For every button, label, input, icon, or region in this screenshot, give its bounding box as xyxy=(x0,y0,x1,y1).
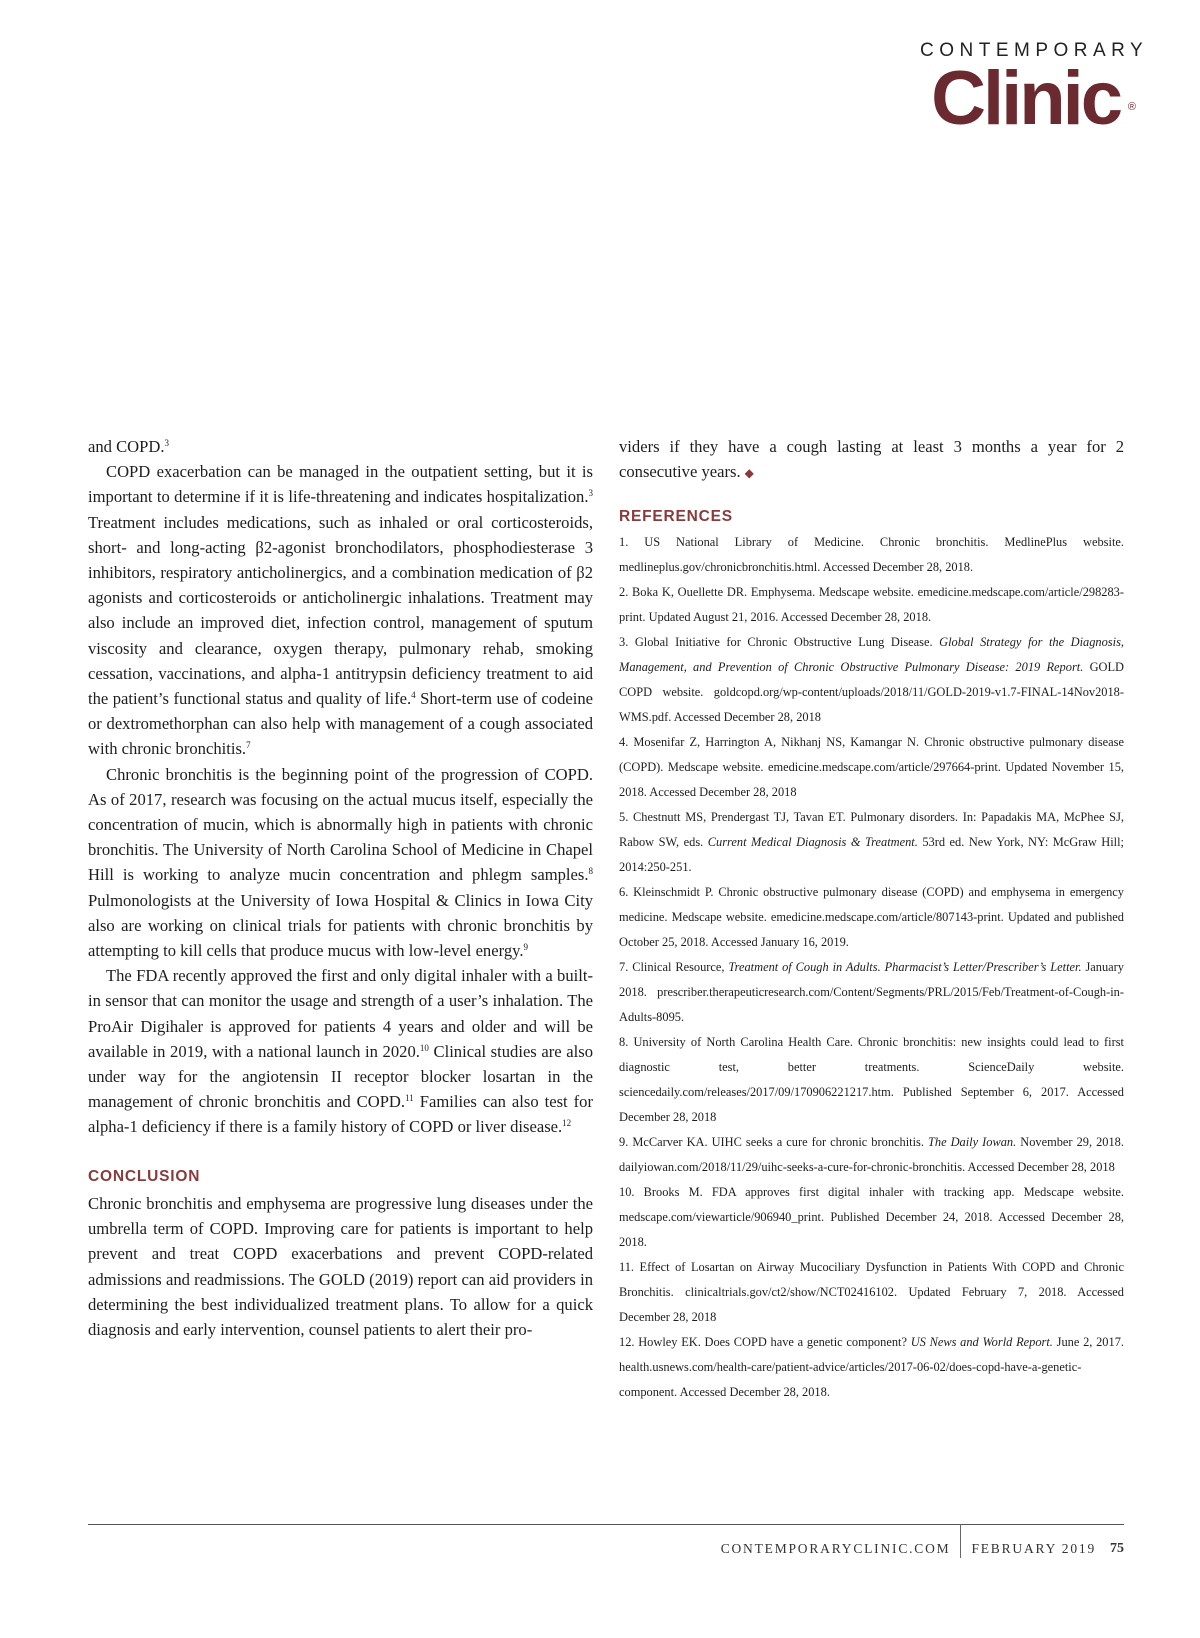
reference-item xyxy=(619,730,1124,805)
reference-title: The Daily Iowan. xyxy=(927,1135,1017,1150)
page-number: 75 xyxy=(1110,1541,1124,1556)
logo-wordmark-main xyxy=(931,56,1136,141)
reference-text: 3. Global Initiative for Chronic Obstructive Lung Disease. xyxy=(619,635,940,650)
reference-text: 8. University of North Carolina Health Care. Chronic bronchitis: new insights could lead to first diagnostic test, better treatments. ScienceDaily website. sciencedaily.com/releases/2017/09/170906221217.htm. Published September 6, 2017. Accessed December 28, 2018 xyxy=(619,1035,1124,1125)
paragraph-text: Chronic bronchitis is the beginning point of the progression of COPD. As of 2017, research was focusing on the actual mucus itself, especially the concentration of mucin, which is abnormally high in patients with chronic bronchitis. The University of North Carolina School of Medicine in Chapel Hill is working to analyze mucin concentration and phlegm samples. xyxy=(88,764,593,885)
reference-title: Treatment of Cough in Adults. Pharmacist’s Letter/Prescriber’s Letter. xyxy=(728,960,1082,975)
conclusion-heading: CONCLUSION xyxy=(88,1167,201,1185)
footer-site: CONTEMPORARYCLINIC.COM xyxy=(720,1541,951,1556)
citation-sup: 7 xyxy=(246,740,251,751)
citation-sup: 12 xyxy=(562,1118,572,1129)
footer-issue: FEBRUARY 2019 xyxy=(971,1541,1096,1556)
reference-text: 4. Mosenifar Z, Harrington A, Nikhanj NS, Kamangar N. Chronic obstructive pulmonary disease (COPD). Medscape website. emedicine.medscape.com/article/297664-print. Updated November 15, 2018. Accessed December 28, 2018 xyxy=(619,735,1124,800)
reference-item xyxy=(619,530,1124,580)
reference-title: Current Medical Diagnosis & Treatment. xyxy=(707,835,918,850)
reference-text: 12. Howley EK. Does COPD have a genetic component? xyxy=(619,1335,911,1350)
left-column xyxy=(88,434,593,1342)
reference-item xyxy=(619,1180,1124,1255)
paragraph-text: Families can also test for alpha-1 deficiency if there is a family history of COPD or liver disease. xyxy=(88,1092,593,1137)
page-footer xyxy=(721,1540,1124,1558)
reference-text: 6. Kleinschmidt P. Chronic obstructive pulmonary disease (COPD) and emphysema in emergency medicine. Medscape website. emedicine.medscape.com/article/807143-print. Updated and published October 25, 2018. Accessed January 16, 2019. xyxy=(619,885,1124,950)
citation-sup: 11 xyxy=(405,1093,414,1104)
reference-item xyxy=(619,580,1124,630)
references-heading: REFERENCES xyxy=(619,508,733,526)
reference-text: 10. Brooks M. FDA approves first digital inhaler with tracking app. Medscape website. medscape.com/viewarticle/906940_print. Published December 24, 2018. Accessed December 28, 2018. xyxy=(619,1185,1124,1250)
reference-title: US News and World Report. xyxy=(910,1335,1053,1350)
reference-item xyxy=(619,630,1124,730)
reference-item xyxy=(619,1330,1124,1405)
reference-title: Global Strategy for the Diagnosis, Management, and Prevention of Chronic Obstructive Pulmonary Disease: 2019 Report. xyxy=(619,635,1124,675)
masthead-logo xyxy=(920,40,1149,141)
reference-text: 2. Boka K, Ouellette DR. Emphysema. Medscape website. emedicine.medscape.com/article/298283-print. Updated August 21, 2016. Accessed December 28, 2018. xyxy=(619,585,1124,625)
reference-text: 53rd ed. New York, NY: McGraw Hill; 2014:250-251. xyxy=(619,835,1124,875)
citation-sup: 4 xyxy=(411,690,416,701)
paragraph-continued xyxy=(88,434,593,459)
reference-text: 5. Chestnutt MS, Prendergast TJ, Tavan ET. Pulmonary disorders. In: Papadakis MA, McPhee SJ, Rabow SW, eds. xyxy=(619,810,1124,850)
reference-text: 11. Effect of Losartan on Airway Mucociliary Dysfunction in Patients With COPD and Chronic Bronchitis. clinicaltrials.gov/ct2/show/NCT02416102. Updated February 7, 2018. Accessed December 28, 2018 xyxy=(619,1260,1124,1325)
reference-item xyxy=(619,880,1124,955)
logo-wordmark-top: CONTEMPORARY xyxy=(920,40,1149,61)
paragraph-text: Pulmonologists at the University of Iowa Hospital & Clinics in Iowa City also are working on clinical trials for patients with chronic bronchitis by attempting to kill cells that produce mucus with low-level energy. xyxy=(88,890,593,961)
paragraph-continued-right xyxy=(619,434,1124,486)
reference-text: November 29, 2018. dailyiowan.com/2018/11/29/uihc-seeks-a-cure-for-chronic-bronchitis. Accessed December 28, 2018 xyxy=(619,1135,1124,1175)
paragraph-text: Clinical studies are also under way for the angiotensin II receptor blocker losartan in the management of chronic bronchitis and COPD. xyxy=(88,1041,593,1112)
paragraph-text: Short-term use of codeine or dextromethorphan can also help with management of a cough associated with chronic bronchitis. xyxy=(88,689,594,759)
registered-mark: ® xyxy=(1127,101,1136,113)
reference-text: 7. Clinical Resource, xyxy=(619,960,729,975)
reference-item xyxy=(619,1030,1124,1130)
paragraph-fda xyxy=(88,963,593,1139)
reference-item xyxy=(619,1255,1124,1330)
logo-wordmark-main-text: Clinic xyxy=(931,56,1120,141)
citation-sup: 3 xyxy=(588,488,593,499)
paragraph-progression xyxy=(88,762,593,964)
right-column xyxy=(619,434,1124,1405)
paragraph-text: COPD exacerbation can be managed in the outpatient setting, but it is important to determine if it is life-threatening and indicates hospitalization. xyxy=(88,462,593,507)
citation-sup: 9 xyxy=(523,942,528,953)
conclusion-paragraph: Chronic bronchitis and emphysema are progressive lung diseases under the umbrella term of COPD. Improving care for patients is important to help prevent and treat COPD exacerbations and prevent COPD-related admissions and readmissions. The GOLD (2019) report can aid providers in determining the best individualized treatment plans. To allow for a quick diagnosis and early intervention, counsel patients to alert their pro- xyxy=(88,1193,593,1339)
citation-sup: 3 xyxy=(164,438,170,448)
reference-text: January 2018. prescriber.therapeuticresearch.com/Content/Segments/PRL/2015/Feb/Treatment-of-Cough-in-Adults-8095. xyxy=(619,960,1124,1025)
footer-divider xyxy=(88,1524,1124,1525)
reference-text: 9. McCarver KA. UIHC seeks a cure for chronic bronchitis. xyxy=(619,1135,928,1150)
paragraph-exacerbation xyxy=(88,459,593,761)
citation-sup: 8 xyxy=(588,866,593,877)
paragraph-text: and COPD. xyxy=(88,437,165,456)
reference-text: June 2, 2017. health.usnews.com/health-care/patient-advice/articles/2017-06-02/does-copd-have-a-genetic-component. Accessed December 28, 2018. xyxy=(619,1335,1124,1400)
reference-item xyxy=(619,1130,1124,1180)
reference-item xyxy=(619,805,1124,880)
end-of-article-icon: ◆ xyxy=(744,466,754,481)
paragraph-text: Treatment includes medications, such as inhaled or oral corticosteroids, short- and long-acting β2-agonist bronchodilators, phosphodiesterase 3 inhibitors, respiratory anticholinergics, and a combination medication of β2 agonists and corticosteroids or anticholinergic inhalations. Treatment may also include an improved diet, infection control, management of sputum viscosity and clearance, oxygen therapy, pulmonary rehab, smoking cessation, vaccinations, and alpha-1 antitrypsin deficiency treatment to aid the patient’s functional status and quality of life. xyxy=(88,512,593,709)
paragraph-text: The FDA recently approved the first and only digital inhaler with a built-in sensor that can monitor the usage and strength of a user’s inhalation. The ProAir Digihaler is approved for patients 4 years and older and will be available in 2019, with a national launch in 2020. xyxy=(88,966,593,1061)
reference-item xyxy=(619,955,1124,1030)
paragraph-text: viders if they have a cough lasting at least 3 months a year for 2 consecutive years. xyxy=(619,437,1124,482)
reference-text: 1. US National Library of Medicine. Chronic bronchitis. MedlinePlus website. medlineplus.gov/chronicbronchitis.html. Accessed December 28, 2018. xyxy=(619,535,1124,575)
references-list xyxy=(619,530,1124,1405)
citation-sup: 10 xyxy=(419,1042,429,1053)
reference-text: GOLD COPD website. goldcopd.org/wp-content/uploads/2018/11/GOLD-2019-v1.7-FINAL-14Nov2018-WMS.pdf. Accessed December 28, 2018 xyxy=(619,660,1124,725)
footer-separator xyxy=(960,1524,961,1558)
